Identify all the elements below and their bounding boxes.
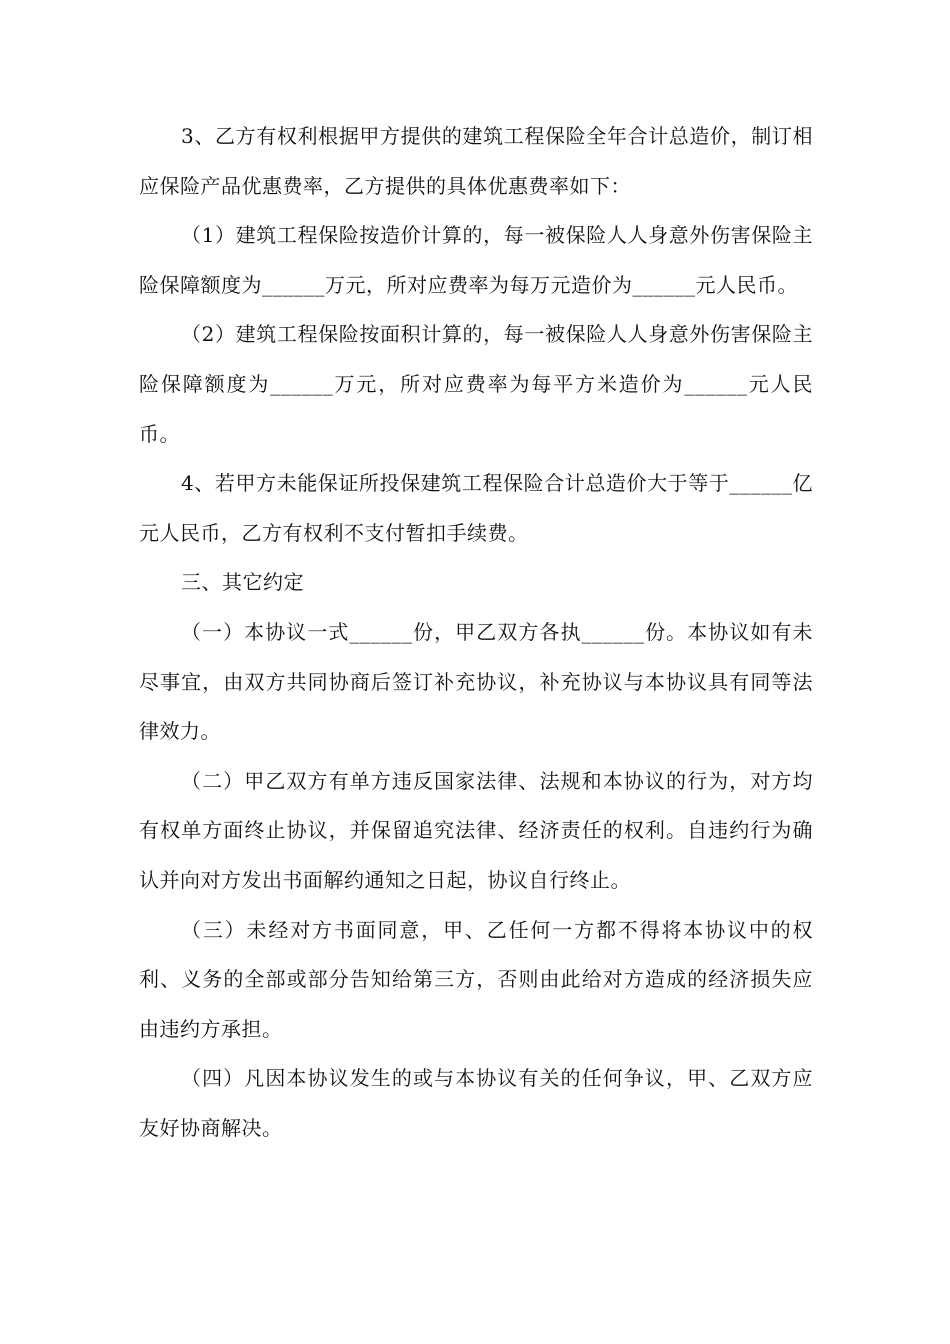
clause-3-1-by-cost: （1）建筑工程保险按造价计算的，每一被保险人人身意外伤害保险主险保障额度为______万元，所对应费率为每万元造价为______元人民币。 — [139, 223, 813, 297]
clause-3-2-by-area: （2）建筑工程保险按面积计算的，每一被保险人人身意外伤害保险主险保障额度为______万元，所对应费率为每平方米造价为______元人民币。 — [139, 322, 813, 446]
clause-4-minimum-total: 4、若甲方未能保证所投保建筑工程保险合计总造价大于等于______亿元人民币，乙方有权利不支付暂扣手续费。 — [139, 471, 813, 545]
term-2-termination: （二）甲乙双方有单方违反国家法律、法规和本协议的行为，对方均有权单方面终止协议，并保留追究法律、经济责任的权利。自违约行为确认并向对方发出书面解约通知之日起，协议自行终止。 — [139, 768, 813, 892]
term-4-disputes: （四）凡因本协议发生的或与本协议有关的任何争议，甲、乙双方应友好协商解决。 — [139, 1066, 813, 1140]
section-heading-other-terms: 三、其它约定 — [181, 570, 304, 595]
document-page — [139, 112, 813, 1153]
term-1-copies: （一）本协议一式______份，甲乙双方各执______份。本协议如有未尽事宜，由双方共同协商后签订补充协议，补充协议与本协议具有同等法律效力。 — [139, 619, 813, 744]
term-3-confidentiality: （三）未经对方书面同意，甲、乙任何一方都不得将本协议中的权利、义务的全部或部分告知给第三方，否则由此给对方造成的经济损失应由违约方承担。 — [139, 917, 813, 1041]
clause-3-discount-rate: 3、乙方有权利根据甲方提供的建筑工程保险全年合计总造价，制订相应保险产品优惠费率，乙方提供的具体优惠费率如下： — [139, 124, 813, 198]
